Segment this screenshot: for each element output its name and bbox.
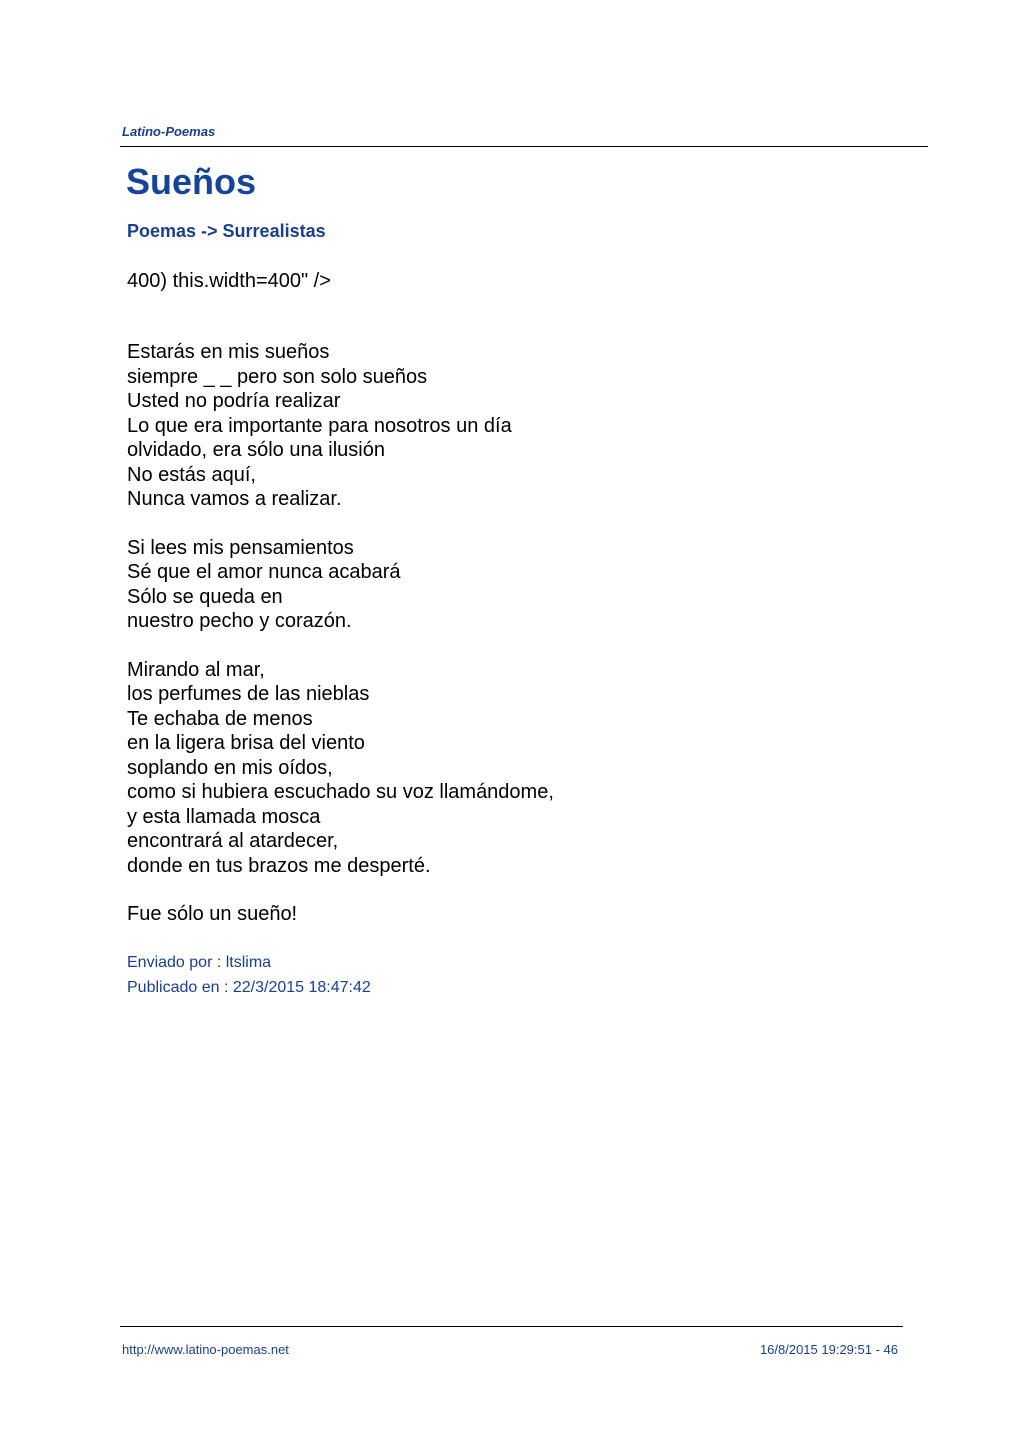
header-divider [120,146,928,147]
poem-line: Nunca vamos a realizar. [127,488,342,510]
sent-by: Enviado por : ltslima [127,954,272,971]
poem-line: como si hubiera escuchado su voz llamándome, [127,781,554,803]
poem-line: soplando en mis oídos, [127,756,333,779]
poem-line: olvidado, era sólo una ilusión [127,439,385,461]
footer-url: http://www.latino-poemas.net [122,1342,289,1357]
poem-stanza [127,902,554,927]
poem-line: nuestro pecho y corazón. [127,610,352,632]
poem-line: No estás aquí, [127,463,256,486]
site-name: Latino-Poemas [122,124,216,139]
poem-line: Estarás en mis sueños [127,341,330,363]
poem-title: Sueños [126,161,257,202]
footer-timestamp-page: 16/8/2015 19:29:51 - 46 [759,1342,898,1357]
published-date: Publicado en : 22/3/2015 18:47:42 [127,979,371,996]
code-fragment: 400) this.width=400" /> [127,270,331,292]
poem-line: Usted no podría realizar [127,390,341,412]
poem-line: siempre _ _ pero son solo sueños [127,365,428,388]
poem-line: Fue sólo un sueño! [127,903,298,925]
poem-line: Te echaba de menos [127,707,313,730]
poem-line: Sólo se queda en [127,585,283,608]
poem-category: Poemas -> Surrealistas [127,221,326,241]
poem-line: los perfumes de las nieblas [127,683,370,705]
poem-stanza [127,340,554,512]
poem-stanza [127,536,554,634]
footer-divider [120,1326,903,1327]
poem-meta [127,950,371,1000]
poem-line: Sé que el amor nunca acabará [127,561,401,583]
poem-line: donde en tus brazos me desperté. [127,854,431,877]
poem-line: en la ligera brisa del viento [127,732,365,754]
poem-body [127,340,554,951]
poem-stanza [127,658,554,879]
poem-line: Lo que era importante para nosotros un día [127,414,512,437]
poem-line: Mirando al mar, [127,658,265,681]
poem-line: y esta llamada mosca [127,805,321,828]
poem-line: encontrará al atardecer, [127,830,339,852]
poem-line: Si lees mis pensamientos [127,536,354,559]
